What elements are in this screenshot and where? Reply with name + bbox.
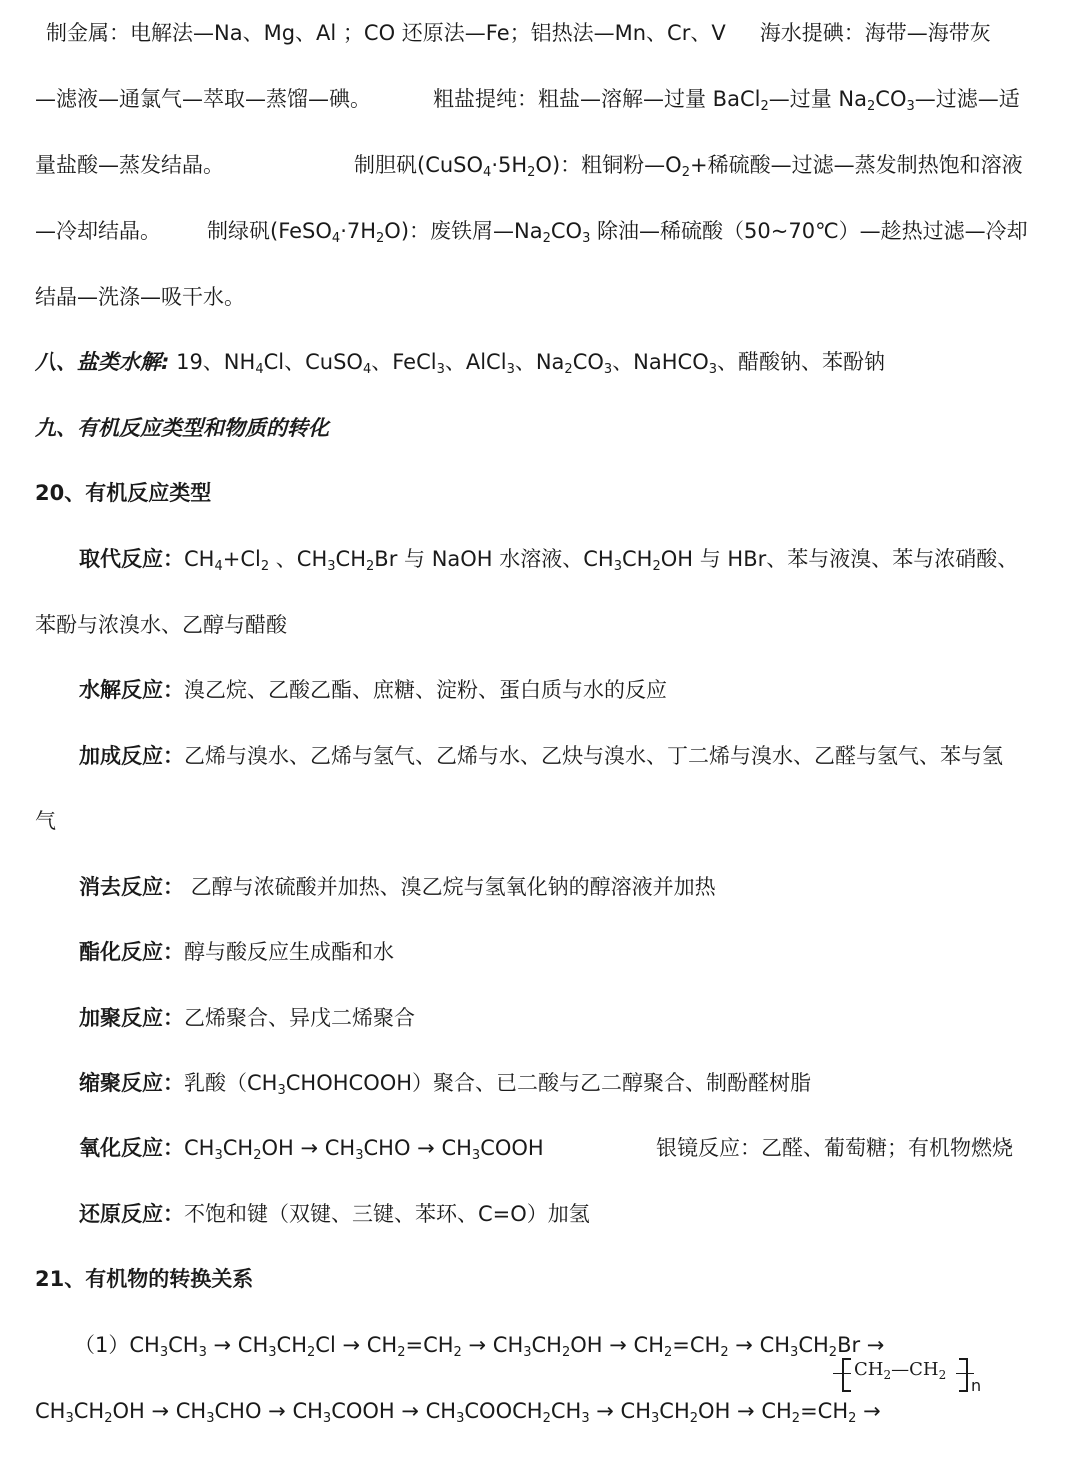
addition-reaction-continuation: 气 [35,809,56,833]
subscript: 2 [104,1411,113,1426]
text-run: CO [572,350,604,374]
text-run: Br 与 NaOH 水溶液、CH [374,547,614,571]
text-run: COOH → CH [331,1399,457,1423]
text-run: CH [276,1333,308,1357]
text-run: 、FeCl [371,350,437,374]
subscript: 3 [322,1411,332,1426]
text-run: COOH [480,1136,544,1160]
reaction-text: 乙烯与溴水、乙烯与氢气、乙烯与水、乙炔与溴水、丁二烯与溴水、乙醛与氢气、苯与氢 [184,744,1003,768]
item-21-heading: 21、有机物的转换关系 [35,1267,254,1291]
subscript: 3 [471,1148,481,1163]
reaction-text: 乙醇与浓硫酸并加热、溴乙烷与氢氧化钠的醇溶液并加热 [184,875,716,899]
reduction-reaction-line [79,1199,1062,1229]
subscript: 3 [198,1345,207,1360]
subscript: 2 [527,165,536,180]
reaction-label: 加成反应： [79,744,184,768]
subscript: 4 [255,362,264,377]
blue-vitriol-text: 制胆矾(CuSO [354,153,484,177]
subscript: 2 [681,165,690,180]
text-run: O)：粗铜粉—O [535,153,682,177]
subscript: 2 [938,1368,947,1382]
text-run: → [856,1399,881,1423]
text-run: OH → CH [112,1399,207,1423]
text-run: CH [35,1399,66,1423]
subscript: 2 [828,1345,838,1360]
silver-mirror-text: 银镜反应：乙醛、葡萄糖；有机物燃烧 [656,1136,1013,1160]
subscript: 4 [362,362,372,377]
text-run: —过滤—适 [914,87,1020,111]
text-run: CO [550,219,583,243]
subscript: 3 [603,362,613,377]
subscript: 3 [355,1148,364,1163]
subscript: 2 [883,1368,892,1382]
green-vitriol-text: 制绿矾(FeSO [207,219,332,243]
subscript: 2 [760,99,769,114]
text-run: Cl、CuSO [263,350,363,374]
text-run: CHO → CH [363,1136,472,1160]
subscript: 2 [561,1345,571,1360]
reaction-text: 乙烯聚合、异戊二烯聚合 [184,1006,415,1030]
subscript: 2 [848,1411,857,1426]
text-run: —过量 Na [768,87,867,111]
text-run: =CH [672,1333,721,1357]
text-run: 除油—稀硫酸（50~70℃）—趁热过滤—冷却 [590,219,1028,243]
subscript: 3 [613,559,622,574]
subscript: 3 [159,1345,169,1360]
text-line-wash-dry [35,282,1062,312]
subscript: 2 [720,1345,729,1360]
text-run: 乳酸（CH [184,1071,278,1095]
text-run: OH 与 HBr、苯与液溴、苯与浓硝酸、 [660,547,1019,571]
substitution-reaction-continuation: 苯酚与浓溴水、乙醇与醋酸 [35,613,287,637]
reaction-label: 还原反应： [79,1202,184,1226]
subscript: 2 [307,1345,316,1360]
text-run: CH [335,547,367,571]
reaction-label: 水解反应： [79,678,184,702]
text-run: ·5H [491,153,528,177]
section-organic-reactions-heading: 九、有机反应类型和物质的转化 [35,416,329,440]
subscript: 3 [206,1411,215,1426]
subscript: 2 [664,1345,673,1360]
reaction-text: 醇与酸反应生成酯和水 [184,940,394,964]
subscript: 3 [65,1411,74,1426]
subscript: 3 [790,1345,799,1360]
reaction-label: 氧化反应： [79,1136,184,1160]
substitution-reaction-line [79,544,1062,574]
text-run: → CH [728,1333,791,1357]
subscript: 2 [253,1148,262,1163]
reaction-label: 缩聚反应： [79,1071,184,1095]
wash-dry-text: 结晶—洗涤—吸干水。 [35,285,245,309]
text-run: 19、NH [169,350,256,374]
text-run: CH [659,1399,690,1423]
item-20-heading: 20、有机反应类型 [35,481,212,505]
text-run: CHOHCOOH）聚合、已二酸与乙二醇聚合、制酚醛树脂 [285,1071,812,1095]
subscript: 3 [268,1345,277,1360]
polymer-n-subscript: n [971,1376,982,1395]
subscript: 2 [652,559,661,574]
text-run: Br → [837,1333,885,1357]
text-run: =CH [800,1399,849,1423]
reaction-text: 溴乙烷、乙酸乙酯、庶糖、淀粉、蛋白质与水的反应 [184,678,667,702]
iodine-steps-text: —滤液—通氯气—萃取—蒸馏—碘。 [35,87,371,111]
subscript: 2 [542,1411,551,1426]
salt-purification-text: 粗盐提纯：粗盐—溶解—过量 BaCl [433,87,761,111]
subscript: 3 [327,559,336,574]
text-run: → CH [206,1333,269,1357]
text-run: O)：废铁屑—Na [384,219,543,243]
polymer-repeat-unit [854,1359,946,1380]
condensation-polymerization-line [79,1068,1062,1098]
subscript: 2 [376,231,385,246]
addition-polymerization-line [79,1003,1062,1033]
text-run: =CH [405,1333,454,1357]
subscript: 3 [277,1083,286,1098]
reaction-text: 不饱和键（双键、三键、苯环、C=O）加氢 [184,1202,590,1226]
subscript: 2 [564,362,573,377]
subscript: 2 [260,559,270,574]
text-run: OH → CH [570,1333,664,1357]
text-run: COOCH [464,1399,543,1423]
text-run: CH [854,1359,884,1380]
text-run: CH [222,1136,254,1160]
conversion-chain-line-2 [35,1396,1062,1426]
text-run: CH [184,1136,215,1160]
text-line-blue-vitriol [35,150,1062,180]
subscript: 2 [867,99,876,114]
esterification-reaction-line [79,937,1062,967]
text-run: → CH [589,1399,652,1423]
subscript: 2 [366,559,375,574]
section-heading: 八、盐类水解: [35,350,170,374]
text-run: CHO → CH [214,1399,323,1423]
bond-line [956,1373,974,1374]
text-run: —CH [891,1359,939,1380]
text-line-salt-purification [35,84,1062,114]
salt-steps-text: 量盐酸—蒸发结晶。 [35,153,224,177]
elimination-reaction-line [79,872,1062,902]
text-run: 、Na [514,350,565,374]
subscript: 4 [214,559,223,574]
polyethylene-structure [830,1356,990,1396]
subscript: 4 [483,165,492,180]
subscript: 2 [542,231,551,246]
text-run: 、醋酸钠、苯酚钠 [717,350,886,374]
subscript: 2 [791,1411,801,1426]
addition-reaction-line [79,741,1062,771]
text-run: Cl → CH [315,1333,398,1357]
subscript: 3 [523,1345,532,1360]
subscript: 2 [453,1345,462,1360]
text-run: 、AlCl [444,350,507,374]
text-run: ·7H [340,219,377,243]
text-run: CH [798,1333,829,1357]
text-run: OH → CH [261,1136,356,1160]
text-run: CH [531,1333,562,1357]
text-run: CH [622,547,653,571]
subscript: 3 [651,1411,660,1426]
text-run: （1）CH [74,1333,160,1357]
reaction-label: 消去反应： [79,875,184,899]
subscript: 3 [436,362,445,377]
text-run: CH [550,1399,582,1423]
subscript: 3 [906,99,915,114]
subscript: 3 [582,231,591,246]
subscript: 3 [708,362,718,377]
text-run: → CH [461,1333,524,1357]
subscript: 2 [689,1411,699,1426]
reaction-label: 加聚反应： [79,1006,184,1030]
text-run: CH [184,547,215,571]
text-line-metal-extraction [46,18,1062,48]
subscript: 3 [214,1148,223,1163]
subscript: 3 [456,1411,465,1426]
text-run: 、NaHCO [612,350,709,374]
reaction-label: 酯化反应： [79,940,184,964]
subscript: 2 [397,1345,406,1360]
left-bracket [842,1358,851,1392]
hydrolysis-reaction-line [79,675,1062,705]
text-run: +稀硫酸—过滤—蒸发制热饱和溶液 [689,153,1023,177]
cooling-crystal-text: —冷却结晶。 [35,219,161,243]
text-line-green-vitriol [35,216,1062,246]
text-run: CH [168,1333,199,1357]
text-run: CO [875,87,907,111]
text-run: OH → CH [698,1399,792,1423]
text-run: +Cl [222,547,261,571]
right-bracket [959,1358,968,1392]
text-run: 、CH [269,547,328,571]
subscript: 3 [581,1411,590,1426]
subscript: 3 [506,362,515,377]
text-run: CH [73,1399,105,1423]
section-salt-hydrolysis [35,347,1062,377]
iodine-extraction-text: 海水提碘：海带—海带灰 [759,21,991,45]
metal-extraction-text: 制金属：电解法—Na、Mg、Al ；CO 还原法—Fe；铝热法—Mn、Cr、V [46,21,726,45]
subscript: 4 [331,231,341,246]
reaction-label: 取代反应： [79,547,184,571]
